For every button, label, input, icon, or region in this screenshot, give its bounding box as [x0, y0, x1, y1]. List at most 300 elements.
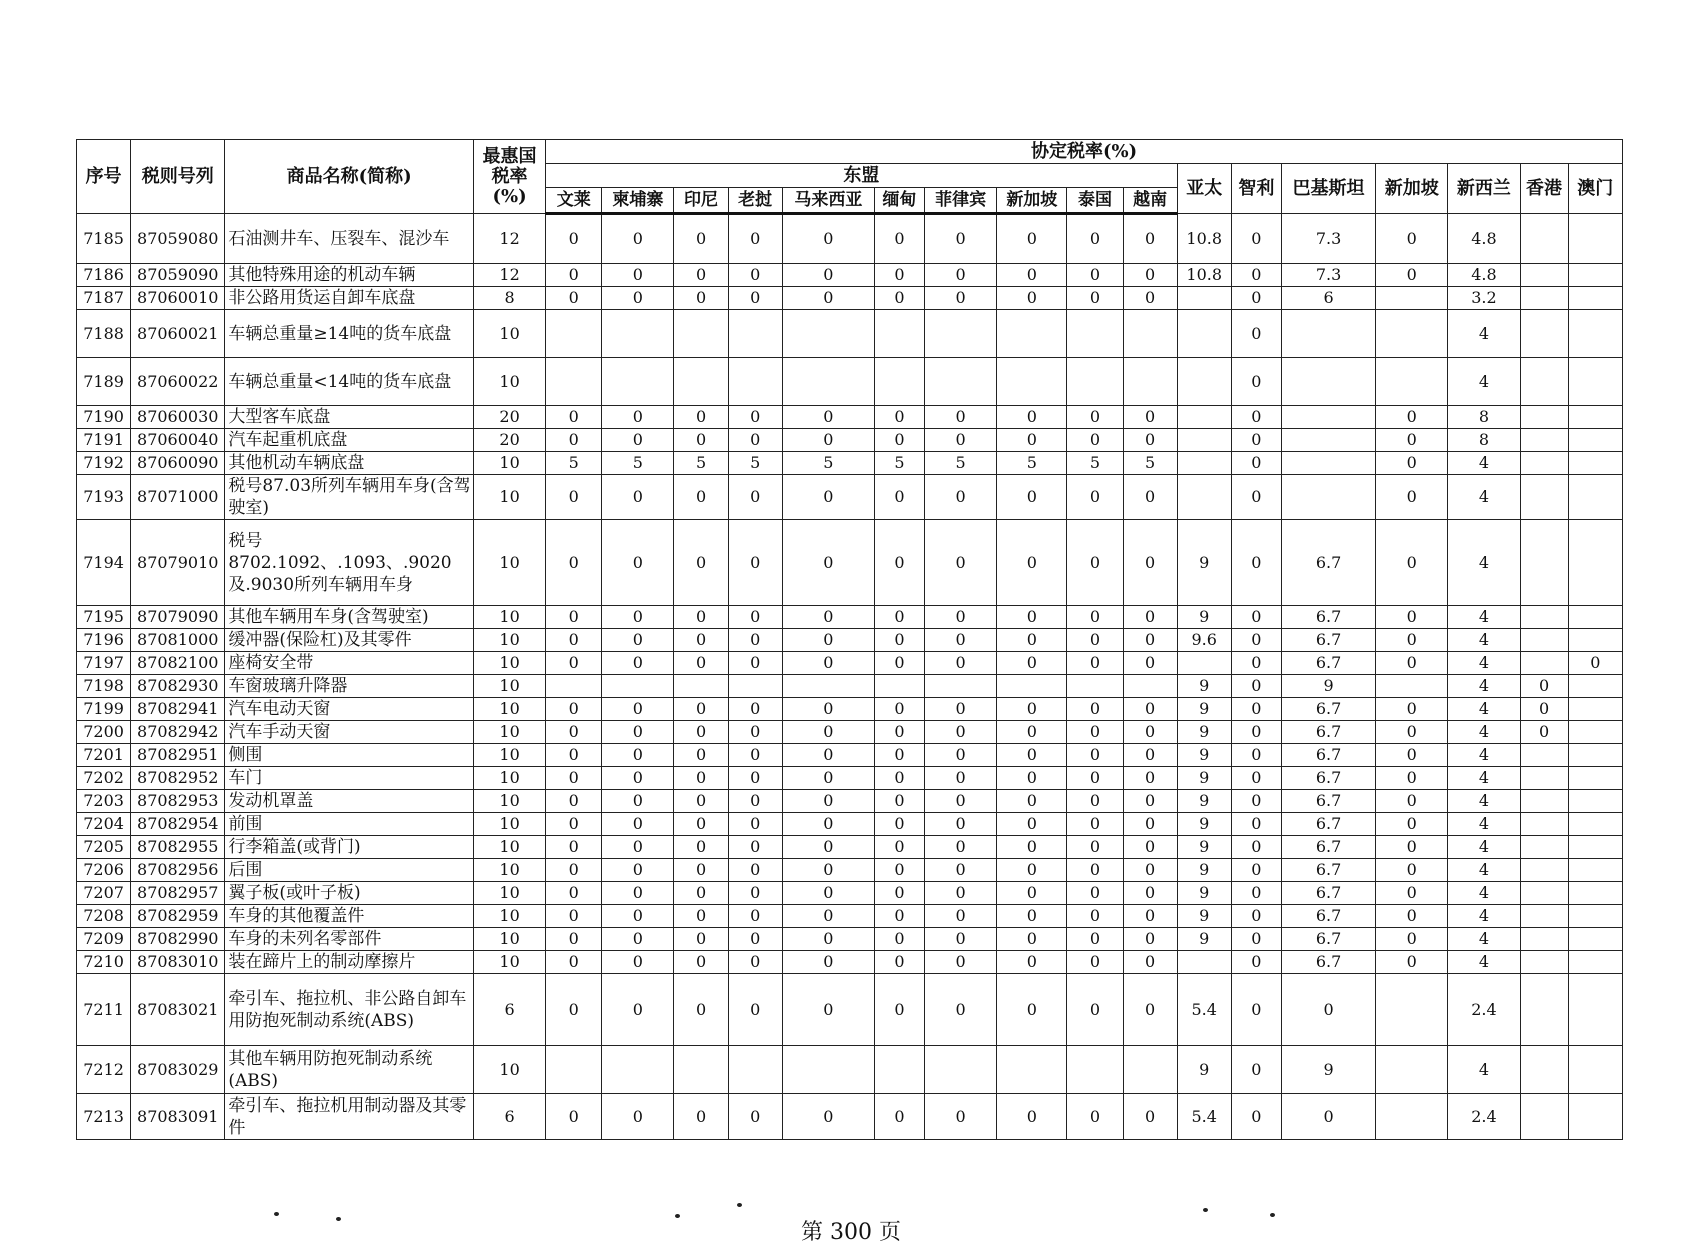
row-rate-cell: 9 — [1177, 790, 1231, 813]
table-row — [77, 429, 1623, 452]
row-rate-cell: 0 — [1376, 429, 1448, 452]
row-rate-cell — [1568, 790, 1622, 813]
row-rate-cell — [674, 1046, 728, 1094]
table-row — [77, 951, 1623, 974]
row-rate-cell: 0 — [546, 744, 602, 767]
row-rate-cell — [1281, 310, 1375, 358]
row-rate-cell: 0 — [925, 606, 997, 629]
row-rate-cell: 0 — [925, 928, 997, 951]
row-rate-cell — [782, 675, 874, 698]
row-code: 87060021 — [131, 310, 225, 358]
row-rate-cell: 0 — [546, 429, 602, 452]
row-rate-cell: 6.7 — [1281, 629, 1375, 652]
row-rate-cell: 0 — [546, 721, 602, 744]
row-rate-cell: 0 — [1067, 744, 1123, 767]
row-rate-cell: 4 — [1448, 905, 1520, 928]
row-rate-cell: 0 — [728, 905, 782, 928]
row-rate-cell — [1568, 287, 1622, 310]
row-rate-cell — [782, 1046, 874, 1094]
row-rate-cell: 0 — [546, 951, 602, 974]
row-seq: 7212 — [77, 1046, 131, 1094]
table-header — [77, 140, 1623, 214]
row-rate-cell: 0 — [874, 882, 924, 905]
row-seq: 7206 — [77, 859, 131, 882]
row-rate-cell: 0 — [1376, 606, 1448, 629]
row-rate-cell: 0 — [1231, 606, 1281, 629]
header-new-zealand: 新西兰 — [1448, 164, 1520, 214]
row-code: 87060030 — [131, 406, 225, 429]
row-rate-cell: 0 — [1376, 452, 1448, 475]
row-rate-cell: 0 — [997, 813, 1067, 836]
row-name: 前围 — [225, 813, 474, 836]
row-seq: 7198 — [77, 675, 131, 698]
row-code: 87083029 — [131, 1046, 225, 1094]
row-rate-cell: 4 — [1448, 928, 1520, 951]
row-rate-cell: 0 — [546, 836, 602, 859]
row-code: 87071000 — [131, 475, 225, 520]
header-mfn — [473, 140, 545, 214]
row-rate-cell: 0 — [674, 836, 728, 859]
row-rate-cell: 0 — [782, 214, 874, 264]
row-rate-cell — [1520, 429, 1568, 452]
row-rate-cell: 0 — [1123, 882, 1177, 905]
row-rate-cell: 0 — [997, 974, 1067, 1046]
row-rate-cell: 6.7 — [1281, 520, 1375, 606]
row-code: 87079010 — [131, 520, 225, 606]
row-rate-cell: 0 — [728, 813, 782, 836]
row-rate-cell: 4 — [1448, 629, 1520, 652]
row-code: 87083091 — [131, 1094, 225, 1140]
header-indonesia: 印尼 — [674, 188, 728, 214]
row-rate-cell: 0 — [602, 928, 674, 951]
row-mfn-rate: 10 — [473, 1046, 545, 1094]
row-rate-cell: 0 — [874, 214, 924, 264]
row-rate-cell — [1067, 675, 1123, 698]
row-mfn-rate: 20 — [473, 406, 545, 429]
row-rate-cell: 0 — [925, 629, 997, 652]
row-rate-cell: 0 — [1376, 859, 1448, 882]
row-rate-cell: 0 — [1231, 974, 1281, 1046]
row-rate-cell: 0 — [728, 974, 782, 1046]
row-mfn-rate: 12 — [473, 214, 545, 264]
row-rate-cell: 0 — [874, 264, 924, 287]
row-code: 87083010 — [131, 951, 225, 974]
row-rate-cell: 0 — [602, 836, 674, 859]
row-rate-cell — [782, 310, 874, 358]
row-rate-cell: 0 — [782, 721, 874, 744]
row-rate-cell — [1376, 974, 1448, 1046]
header-singapore-fta: 新加坡 — [1376, 164, 1448, 214]
row-code: 87082941 — [131, 698, 225, 721]
row-rate-cell: 0 — [1067, 813, 1123, 836]
row-code: 87082100 — [131, 652, 225, 675]
row-rate-cell: 9 — [1177, 882, 1231, 905]
row-rate-cell: 0 — [782, 859, 874, 882]
table-row — [77, 813, 1623, 836]
row-name: 行李箱盖(或背门) — [225, 836, 474, 859]
row-rate-cell: 9 — [1177, 1046, 1231, 1094]
row-rate-cell: 0 — [997, 744, 1067, 767]
row-rate-cell: 9 — [1177, 813, 1231, 836]
row-rate-cell: 0 — [1376, 905, 1448, 928]
row-rate-cell: 4 — [1448, 452, 1520, 475]
row-rate-cell: 0 — [728, 214, 782, 264]
row-rate-cell: 0 — [674, 264, 728, 287]
header-cambodia: 柬埔寨 — [602, 188, 674, 214]
row-rate-cell: 9 — [1177, 928, 1231, 951]
row-rate-cell: 5.4 — [1177, 1094, 1231, 1140]
table-row — [77, 859, 1623, 882]
row-rate-cell: 9 — [1177, 520, 1231, 606]
row-rate-cell: 0 — [782, 406, 874, 429]
row-rate-cell: 0 — [1231, 813, 1281, 836]
row-rate-cell: 0 — [782, 287, 874, 310]
row-rate-cell — [1376, 1094, 1448, 1140]
row-rate-cell: 0 — [1067, 859, 1123, 882]
table-row — [77, 264, 1623, 287]
row-rate-cell: 0 — [1123, 652, 1177, 675]
row-rate-cell: 9 — [1177, 744, 1231, 767]
row-rate-cell: 0 — [728, 744, 782, 767]
row-rate-cell — [602, 675, 674, 698]
table-row — [77, 790, 1623, 813]
row-mfn-rate: 10 — [473, 928, 545, 951]
row-rate-cell: 0 — [1067, 606, 1123, 629]
row-mfn-rate: 12 — [473, 264, 545, 287]
row-rate-cell: 0 — [546, 606, 602, 629]
row-rate-cell: 0 — [874, 475, 924, 520]
row-rate-cell: 0 — [1123, 905, 1177, 928]
row-rate-cell: 9 — [1177, 859, 1231, 882]
row-rate-cell: 0 — [602, 520, 674, 606]
row-rate-cell — [1520, 859, 1568, 882]
table-row — [77, 452, 1623, 475]
row-rate-cell: 0 — [728, 1094, 782, 1140]
row-rate-cell: 0 — [728, 928, 782, 951]
row-rate-cell: 0 — [1376, 813, 1448, 836]
row-name: 汽车手动天窗 — [225, 721, 474, 744]
row-name: 牵引车、拖拉机、非公路自卸车用防抱死制动系统(ABS) — [225, 974, 474, 1046]
row-rate-cell: 0 — [674, 520, 728, 606]
row-rate-cell: 4 — [1448, 767, 1520, 790]
row-rate-cell: 0 — [782, 790, 874, 813]
row-name: 税号8702.1092、.1093、.9020及.9030所列车辆用车身 — [225, 520, 474, 606]
row-rate-cell — [1177, 429, 1231, 452]
row-rate-cell: 0 — [546, 406, 602, 429]
row-rate-cell: 4 — [1448, 882, 1520, 905]
row-rate-cell: 0 — [1568, 652, 1622, 675]
row-rate-cell: 0 — [874, 859, 924, 882]
row-code: 87060022 — [131, 358, 225, 406]
row-rate-cell: 0 — [997, 652, 1067, 675]
row-seq: 7210 — [77, 951, 131, 974]
row-rate-cell — [1281, 406, 1375, 429]
row-rate-cell: 0 — [997, 287, 1067, 310]
row-rate-cell: 0 — [1123, 287, 1177, 310]
row-mfn-rate: 10 — [473, 652, 545, 675]
table-row — [77, 698, 1623, 721]
row-rate-cell: 0 — [925, 951, 997, 974]
row-rate-cell: 4.8 — [1448, 264, 1520, 287]
row-rate-cell: 0 — [546, 475, 602, 520]
row-rate-cell: 0 — [602, 698, 674, 721]
row-code: 87082930 — [131, 675, 225, 698]
row-rate-cell: 4 — [1448, 859, 1520, 882]
row-rate-cell: 0 — [546, 214, 602, 264]
row-rate-cell — [1520, 1094, 1568, 1140]
row-rate-cell: 5 — [874, 452, 924, 475]
row-rate-cell: 9 — [1177, 905, 1231, 928]
row-rate-cell: 0 — [728, 698, 782, 721]
row-rate-cell: 0 — [1376, 767, 1448, 790]
header-mfn-line-2: 税率 — [491, 165, 528, 187]
row-rate-cell — [728, 675, 782, 698]
row-rate-cell: 0 — [1231, 652, 1281, 675]
row-rate-cell — [925, 310, 997, 358]
row-rate-cell: 0 — [728, 475, 782, 520]
row-rate-cell: 0 — [1231, 698, 1281, 721]
row-rate-cell — [1568, 629, 1622, 652]
row-rate-cell — [925, 675, 997, 698]
row-rate-cell: 0 — [1123, 629, 1177, 652]
row-rate-cell: 0 — [1123, 974, 1177, 1046]
row-rate-cell — [1520, 767, 1568, 790]
row-rate-cell: 0 — [602, 287, 674, 310]
row-rate-cell: 0 — [874, 951, 924, 974]
row-rate-cell: 0 — [546, 790, 602, 813]
row-code: 87082955 — [131, 836, 225, 859]
row-rate-cell — [874, 675, 924, 698]
row-seq: 7211 — [77, 974, 131, 1046]
row-rate-cell: 0 — [602, 813, 674, 836]
row-rate-cell: 4 — [1448, 358, 1520, 406]
row-rate-cell: 0 — [925, 905, 997, 928]
row-rate-cell: 0 — [874, 287, 924, 310]
row-rate-cell: 0 — [997, 1094, 1067, 1140]
row-rate-cell — [728, 310, 782, 358]
row-rate-cell: 0 — [1123, 606, 1177, 629]
row-rate-cell — [728, 358, 782, 406]
row-rate-cell — [1177, 287, 1231, 310]
row-rate-cell — [674, 675, 728, 698]
row-rate-cell: 0 — [874, 905, 924, 928]
row-rate-cell — [874, 1046, 924, 1094]
row-rate-cell: 0 — [1231, 1094, 1281, 1140]
row-rate-cell — [1568, 429, 1622, 452]
row-seq: 7190 — [77, 406, 131, 429]
row-rate-cell: 0 — [1231, 859, 1281, 882]
header-chile: 智利 — [1231, 164, 1281, 214]
row-rate-cell: 0 — [782, 744, 874, 767]
row-rate-cell: 0 — [782, 629, 874, 652]
row-rate-cell — [997, 675, 1067, 698]
row-rate-cell: 4 — [1448, 790, 1520, 813]
row-rate-cell: 4 — [1448, 836, 1520, 859]
row-rate-cell: 0 — [728, 882, 782, 905]
scan-speck — [737, 1203, 742, 1207]
row-rate-cell: 0 — [874, 928, 924, 951]
row-rate-cell: 4 — [1448, 721, 1520, 744]
row-rate-cell: 0 — [602, 629, 674, 652]
row-rate-cell: 0 — [782, 429, 874, 452]
row-rate-cell: 0 — [728, 836, 782, 859]
row-rate-cell: 0 — [674, 974, 728, 1046]
row-mfn-rate: 20 — [473, 429, 545, 452]
row-rate-cell: 9 — [1281, 1046, 1375, 1094]
row-rate-cell: 0 — [1231, 675, 1281, 698]
row-rate-cell: 5 — [925, 452, 997, 475]
row-rate-cell: 5 — [782, 452, 874, 475]
row-rate-cell: 5 — [728, 452, 782, 475]
row-seq: 7197 — [77, 652, 131, 675]
row-rate-cell: 2.4 — [1448, 1094, 1520, 1140]
row-rate-cell: 5 — [1067, 452, 1123, 475]
row-mfn-rate: 10 — [473, 882, 545, 905]
row-rate-cell: 0 — [1376, 928, 1448, 951]
row-rate-cell — [1568, 675, 1622, 698]
row-rate-cell: 0 — [925, 859, 997, 882]
row-rate-cell: 0 — [1067, 520, 1123, 606]
table-row — [77, 882, 1623, 905]
row-rate-cell: 0 — [997, 520, 1067, 606]
row-mfn-rate: 10 — [473, 475, 545, 520]
row-rate-cell: 0 — [728, 951, 782, 974]
row-rate-cell — [1123, 675, 1177, 698]
table-row — [77, 974, 1623, 1046]
row-code: 87081000 — [131, 629, 225, 652]
row-rate-cell: 0 — [728, 520, 782, 606]
row-rate-cell — [1520, 606, 1568, 629]
row-rate-cell: 0 — [1067, 905, 1123, 928]
row-rate-cell: 0 — [1231, 429, 1281, 452]
row-seq: 7192 — [77, 452, 131, 475]
row-rate-cell: 0 — [925, 520, 997, 606]
row-rate-cell: 0 — [1123, 859, 1177, 882]
row-rate-cell: 0 — [1123, 928, 1177, 951]
row-rate-cell: 5 — [1123, 452, 1177, 475]
row-rate-cell: 10.8 — [1177, 264, 1231, 287]
row-rate-cell: 0 — [925, 790, 997, 813]
row-rate-cell: 0 — [997, 606, 1067, 629]
row-rate-cell — [1376, 310, 1448, 358]
header-agreement: 协定税率(%) — [546, 140, 1623, 164]
row-rate-cell: 0 — [782, 928, 874, 951]
row-rate-cell: 0 — [782, 836, 874, 859]
row-rate-cell: 3.2 — [1448, 287, 1520, 310]
row-rate-cell — [1568, 744, 1622, 767]
row-rate-cell: 0 — [925, 264, 997, 287]
row-rate-cell: 0 — [1123, 406, 1177, 429]
row-rate-cell: 0 — [1231, 264, 1281, 287]
row-rate-cell: 5 — [997, 452, 1067, 475]
row-name: 车身的其他覆盖件 — [225, 905, 474, 928]
row-rate-cell: 0 — [674, 744, 728, 767]
header-apta: 亚太 — [1177, 164, 1231, 214]
row-rate-cell — [1520, 951, 1568, 974]
row-rate-cell: 0 — [1231, 287, 1281, 310]
row-mfn-rate: 10 — [473, 905, 545, 928]
row-rate-cell: 6.7 — [1281, 606, 1375, 629]
row-rate-cell — [1376, 358, 1448, 406]
table-row — [77, 721, 1623, 744]
table-row — [77, 1046, 1623, 1094]
row-rate-cell: 0 — [1231, 475, 1281, 520]
row-rate-cell — [1376, 675, 1448, 698]
row-seq: 7205 — [77, 836, 131, 859]
row-rate-cell: 0 — [874, 1094, 924, 1140]
table-row — [77, 905, 1623, 928]
row-rate-cell: 0 — [1231, 1046, 1281, 1094]
row-rate-cell: 0 — [1376, 882, 1448, 905]
row-rate-cell: 0 — [1067, 836, 1123, 859]
row-name: 车窗玻璃升降器 — [225, 675, 474, 698]
row-mfn-rate: 10 — [473, 310, 545, 358]
row-rate-cell — [1177, 652, 1231, 675]
row-rate-cell — [874, 358, 924, 406]
row-rate-cell — [1123, 358, 1177, 406]
row-rate-cell — [1520, 974, 1568, 1046]
table-row — [77, 629, 1623, 652]
row-rate-cell — [1520, 905, 1568, 928]
header-singapore: 新加坡 — [997, 188, 1067, 214]
row-rate-cell: 7.3 — [1281, 214, 1375, 264]
row-rate-cell: 0 — [925, 287, 997, 310]
row-rate-cell — [674, 310, 728, 358]
row-rate-cell: 10.8 — [1177, 214, 1231, 264]
row-rate-cell: 0 — [602, 767, 674, 790]
row-rate-cell — [1520, 652, 1568, 675]
row-rate-cell: 0 — [874, 790, 924, 813]
row-name: 大型客车底盘 — [225, 406, 474, 429]
row-name: 车身的未列名零部件 — [225, 928, 474, 951]
row-rate-cell: 6.7 — [1281, 882, 1375, 905]
row-seq: 7209 — [77, 928, 131, 951]
row-seq: 7201 — [77, 744, 131, 767]
row-rate-cell: 0 — [546, 652, 602, 675]
row-rate-cell: 0 — [1067, 475, 1123, 520]
row-rate-cell — [1067, 358, 1123, 406]
row-rate-cell: 6 — [1281, 287, 1375, 310]
row-seq: 7208 — [77, 905, 131, 928]
row-code: 87083021 — [131, 974, 225, 1046]
row-rate-cell — [1281, 358, 1375, 406]
row-rate-cell: 0 — [1067, 652, 1123, 675]
row-rate-cell: 0 — [874, 767, 924, 790]
row-mfn-rate: 10 — [473, 790, 545, 813]
row-rate-cell — [1067, 310, 1123, 358]
row-rate-cell: 0 — [546, 520, 602, 606]
row-rate-cell — [1568, 813, 1622, 836]
row-seq: 7195 — [77, 606, 131, 629]
row-rate-cell — [925, 1046, 997, 1094]
row-rate-cell: 0 — [674, 790, 728, 813]
row-rate-cell: 0 — [674, 1094, 728, 1140]
row-rate-cell: 0 — [1376, 652, 1448, 675]
row-rate-cell — [1520, 629, 1568, 652]
page-number: 第 300 页 — [801, 1220, 901, 1245]
row-rate-cell — [1520, 287, 1568, 310]
row-mfn-rate: 10 — [473, 358, 545, 406]
row-rate-cell: 0 — [874, 606, 924, 629]
table-row — [77, 928, 1623, 951]
row-rate-cell: 0 — [782, 767, 874, 790]
row-rate-cell: 7.3 — [1281, 264, 1375, 287]
row-rate-cell: 4 — [1448, 698, 1520, 721]
row-rate-cell: 0 — [1376, 214, 1448, 264]
row-rate-cell: 0 — [728, 652, 782, 675]
row-rate-cell: 4 — [1448, 675, 1520, 698]
row-rate-cell: 0 — [1376, 406, 1448, 429]
